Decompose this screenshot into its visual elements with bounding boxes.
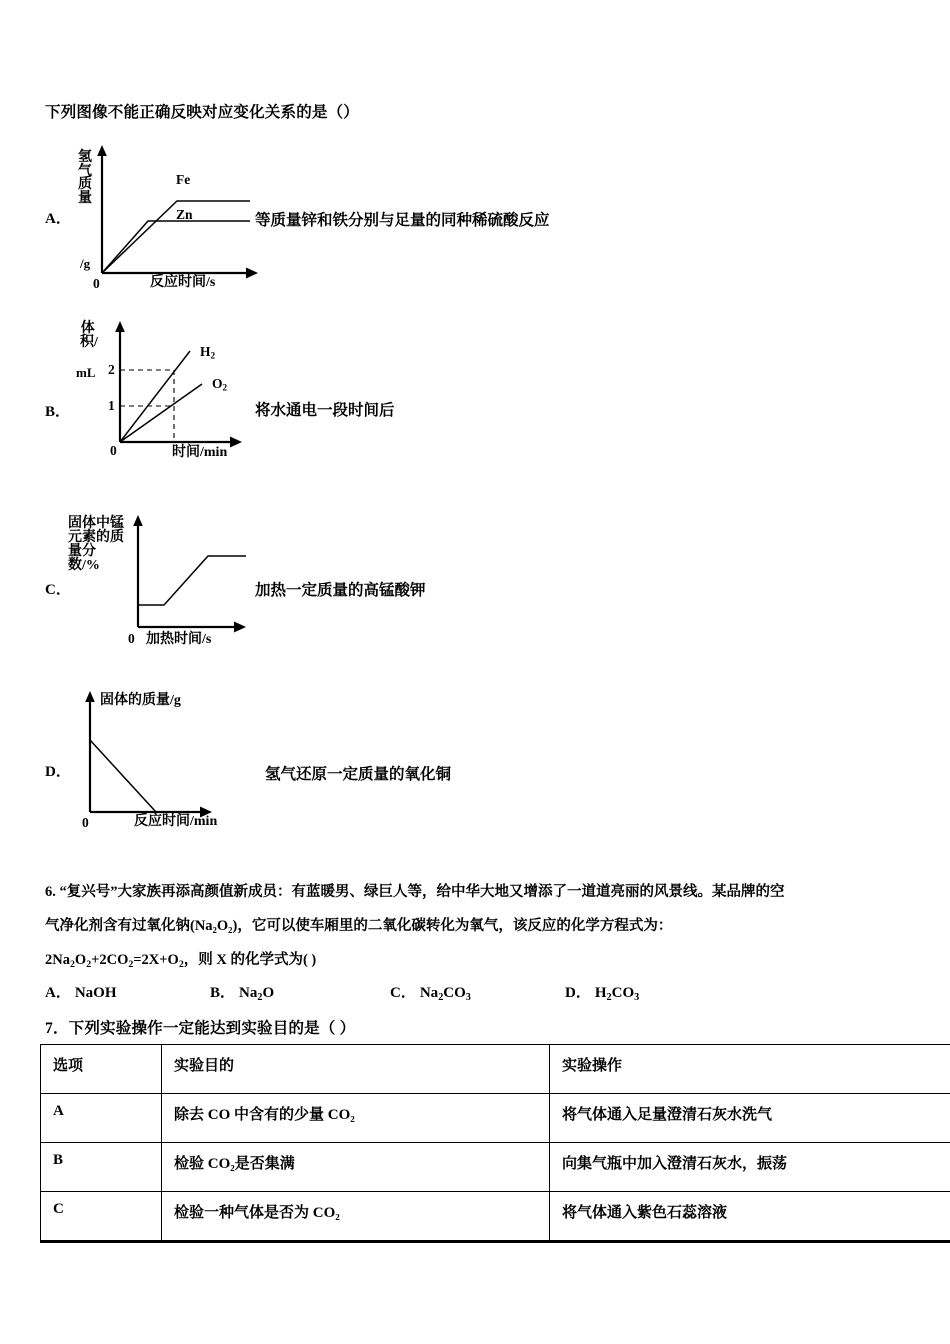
chart-d-plot: [82, 688, 312, 828]
chart-a-x-label: 反应时间/s: [150, 275, 216, 290]
q6-option-c-formula: $Na_2CO_3$: [419, 985, 471, 1003]
chart-c-x-label: 加热时间/s: [146, 632, 212, 647]
table-header-purpose: 实验目的: [162, 1045, 550, 1094]
option-c-caption: 加热一定质量的高锰酸钾: [255, 582, 426, 599]
question-5-stem: 下列图像不能正确反映对应变化关系的是（）: [45, 104, 360, 121]
chart-b-series-o2-label: $O_2$: [212, 376, 228, 393]
question-6-line-1: 6. “复兴号”大家族再添高颜值新成员：有蓝暖男、绿巨人等，给中华大地又增添了一道道亮丽的风景线。某品牌的空: [45, 884, 785, 900]
chart-d-origin: 0: [82, 815, 89, 830]
q6-option-a-letter: A．: [45, 985, 71, 1001]
chart-b-x-label: 时间/min: [172, 445, 228, 460]
q6-option-d-formula: $H_2CO_3$: [594, 985, 640, 1003]
chart-a-origin: 0: [93, 276, 100, 291]
chart-c-y-label: 固体中锰元素的质量分数/%: [68, 516, 124, 573]
q6-option-c-letter: C．: [390, 985, 416, 1001]
question-6-option-c: [390, 981, 471, 1003]
q6-option-b-formula: $Na_2O$: [239, 985, 275, 1003]
chart-d-x-label: 反应时间/min: [134, 814, 218, 829]
chart-a-series-fe-label: Fe: [176, 172, 191, 187]
question-7-stem: 7．下列实验操作一定能达到实验目的是（ ）: [45, 1020, 356, 1037]
chart-b-series-h2-label: $H_2$: [200, 344, 216, 361]
question-6-option-a: [45, 981, 117, 1002]
chart-b-y-label: 体积/: [80, 321, 98, 350]
chart-a-y-unit: /g: [80, 256, 91, 271]
table-row: [41, 1192, 950, 1242]
chart-b-ytick-1: 1: [108, 398, 115, 413]
option-b-letter: B．: [45, 404, 71, 420]
chart-b-origin: 0: [110, 443, 117, 458]
table-cell-purpose-c: 检验一种气体是否为 CO₂: [162, 1192, 550, 1242]
chart-a-series-zn-label: Zn: [176, 207, 193, 222]
table-header-option: 选项: [41, 1045, 162, 1094]
option-b-caption: 将水通电一段时间后: [255, 402, 395, 419]
table-cell-operation-a: 将气体通入足量澄清石灰水洗气: [550, 1094, 950, 1143]
table-cell-operation-b: 向集气瓶中加入澄清石灰水，振荡: [550, 1143, 950, 1192]
chart-b-y-unit: mL: [76, 365, 96, 380]
chart-b: [76, 320, 282, 460]
question-6-option-d: [565, 981, 639, 1003]
table-row: [41, 1143, 950, 1192]
table-cell-purpose-a: 除去 CO 中含有的少量 CO₂: [162, 1094, 550, 1143]
table-row: [41, 1094, 950, 1143]
option-d-caption: 氢气还原一定质量的氧化铜: [265, 766, 452, 783]
table-cell-option-b: B: [41, 1143, 162, 1192]
experiment-table: [40, 1044, 950, 1243]
chart-d-y-label: 固体的质量/g: [100, 693, 181, 708]
equation-text: $2Na_2O_2+2CO_2=2X+O_2$，则 X 的化学式为( ): [45, 952, 317, 970]
chart-c-origin: 0: [128, 631, 135, 646]
chart-a: [78, 145, 272, 291]
chart-b-ytick-2: 2: [108, 362, 115, 377]
table-cell-operation-c: 将气体通入紫色石蕊溶液: [550, 1192, 950, 1242]
q6-option-a-formula: NaOH: [74, 985, 117, 1001]
q6-option-d-letter: D．: [565, 985, 591, 1001]
chart-d: [82, 688, 312, 828]
table-cell-option-a: A: [41, 1094, 162, 1143]
option-a-letter: A．: [45, 211, 71, 227]
table-cell-purpose-b: 检验 CO₂是否集满: [162, 1143, 550, 1192]
option-d-letter: D．: [45, 764, 71, 780]
question-6-equation: [45, 948, 316, 970]
option-c-letter: C．: [45, 582, 71, 598]
q6-option-b-letter: B．: [210, 985, 236, 1001]
question-6-option-b: [210, 981, 274, 1003]
table-header-row: [41, 1045, 950, 1094]
chart-b-plot: [82, 320, 282, 460]
table-cell-option-c: C: [41, 1192, 162, 1242]
table-header-operation: 实验操作: [550, 1045, 950, 1094]
question-6-line-2: 气净化剂含有过氧化钠(Na₂O₂)，它可以使车厢里的二氧化碳转化为氧气，该反应的化学方程式为：: [45, 918, 673, 934]
chart-a-y-label: 氢气质量: [78, 150, 92, 207]
option-a-caption: 等质量锌和铁分别与足量的同种稀硫酸反应: [255, 212, 550, 229]
